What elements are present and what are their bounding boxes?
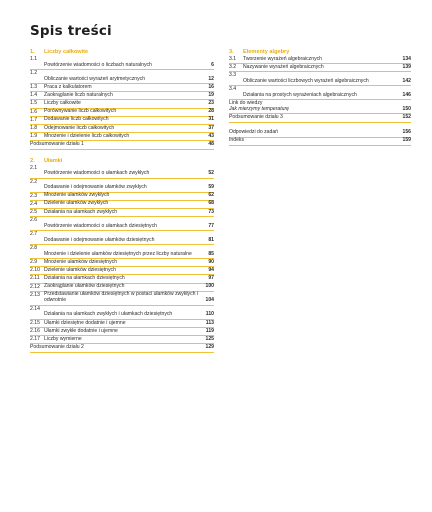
entry-title: Nazywanie wyrażeń algebraicznych <box>243 63 324 70</box>
entry-title: Powtórzenie wiadomości o ułamkach zwykłych <box>44 170 150 176</box>
toc-right-column <box>229 48 411 146</box>
entry-page: 68 <box>208 200 214 207</box>
toc-entry-3-3[interactable] <box>229 72 411 86</box>
entry-title: Odpowiedzi do zadań <box>229 129 278 136</box>
toc-entry-2-7[interactable] <box>30 231 214 245</box>
toc-entry-2-1[interactable] <box>30 165 214 179</box>
entry-title: Mnożenie i dzielenie ułamków dziesiętnych przez liczby naturalne <box>44 250 192 257</box>
entry-number: 1.2 <box>30 70 38 76</box>
entry-number: 2.13 <box>30 291 40 298</box>
entry-number: 2.16 <box>30 328 40 334</box>
toc-entry-2-15[interactable] <box>30 320 214 328</box>
section-title: Ułamki <box>44 157 63 164</box>
entry-title: Dzielenie ułamków dziesiętnych <box>44 266 116 273</box>
entry-number: 2.5 <box>30 208 38 215</box>
entry-page: 62 <box>208 192 214 199</box>
entry-page: 110 <box>205 311 214 318</box>
section-title: Liczby całkowite <box>44 49 89 55</box>
entry-page: 139 <box>402 63 411 70</box>
entry-page: 129 <box>205 344 214 351</box>
entry-page: 90 <box>208 258 214 265</box>
entry-number: 1.7 <box>30 116 38 123</box>
entry-page: 77 <box>208 222 214 229</box>
toc-entry-2-8[interactable] <box>30 245 214 259</box>
entry-page: 142 <box>402 77 411 84</box>
entry-number: 3.3 <box>229 72 237 79</box>
toc-entry-1-2[interactable] <box>30 70 214 84</box>
entry-title: Powtórzenie wiadomości o ułamkach dziesiętnych <box>44 222 157 229</box>
toc-answers[interactable] <box>229 130 411 138</box>
toc-entry-1-7[interactable] <box>30 117 214 125</box>
section-heading-1[interactable] <box>30 48 214 56</box>
entry-page: 73 <box>208 208 214 215</box>
toc-summary-3[interactable] <box>229 114 411 122</box>
entry-title: Zaokrąglanie ułamków dziesiętnych <box>44 283 125 290</box>
toc-link-do-wiedzy[interactable] <box>229 100 411 114</box>
entry-page: 28 <box>208 108 214 115</box>
entry-page: 81 <box>208 236 214 243</box>
entry-number: 2.12 <box>30 283 40 290</box>
entry-number: 2.3 <box>30 192 38 199</box>
entry-title: Mnożenie ułamków zwykłych <box>44 192 110 199</box>
entry-title: Działania na ułamkach dziesiętnych <box>44 275 125 282</box>
link-heading: Link do wiedzy <box>229 100 263 107</box>
entry-title: Praca z kalkulatorem <box>44 83 92 90</box>
entry-number: 2.8 <box>30 245 38 252</box>
toc-entry-3-1[interactable] <box>229 56 411 64</box>
entry-number: 1.9 <box>30 133 38 140</box>
entry-title: Jak mierzymy temperaturę <box>229 106 290 113</box>
toc-summary-2[interactable] <box>30 344 214 352</box>
entry-title: Ułamki dziesiętne dodatnie i ujemne <box>44 319 126 326</box>
entry-page: 150 <box>402 106 411 113</box>
entry-number: 2.14 <box>30 305 40 312</box>
entry-number: 3.2 <box>229 64 237 71</box>
entry-page: 152 <box>402 114 411 121</box>
entry-title: Dodawanie i odejmowanie ułamków zwykłych <box>44 184 147 190</box>
entry-number: 1.5 <box>30 100 38 107</box>
entry-number: 2.10 <box>30 267 40 274</box>
entry-page: 85 <box>208 250 214 257</box>
toc-entry-2-6[interactable] <box>30 217 214 231</box>
toc-entry-1-3[interactable] <box>30 84 214 92</box>
entry-title: Dzielenie ułamków zwykłych <box>44 200 109 207</box>
entry-page: 159 <box>402 137 411 144</box>
entry-page: 16 <box>208 83 214 90</box>
entry-title: Przedstawianie ułamków dziesiętnych w postaci ułamków zwykłych i odwrotnie <box>44 291 199 304</box>
entry-title: Podsumowanie działu 3 <box>229 114 283 121</box>
toc-entry-2-16[interactable] <box>30 328 214 336</box>
entry-title: Podsumowanie działu 2 <box>30 344 84 351</box>
entry-number: 2.2 <box>30 178 38 185</box>
page-title: Spis treści <box>30 23 112 39</box>
toc-entry-1-1[interactable] <box>30 56 214 70</box>
entry-number: 1.6 <box>30 108 38 115</box>
entry-title: Liczby wymierne <box>44 335 82 342</box>
toc-entry-2-2[interactable] <box>30 179 214 193</box>
entry-number: 3.1 <box>229 56 237 62</box>
toc-entry-2-5[interactable] <box>30 209 214 217</box>
entry-number: 2.11 <box>30 275 40 282</box>
entry-number: 1.8 <box>30 124 38 131</box>
entry-number: 2.17 <box>30 336 40 343</box>
toc-entry-2-13[interactable] <box>30 292 214 306</box>
entry-number: 2.4 <box>30 200 38 207</box>
entry-page: 97 <box>208 275 214 282</box>
entry-title: Dodawanie i odejmowanie ułamków dziesiętnych <box>44 236 155 243</box>
entry-title: Indeks <box>229 137 245 144</box>
toc-entry-2-4[interactable] <box>30 201 214 209</box>
entry-number: 1.3 <box>30 84 38 90</box>
entry-page: 125 <box>205 335 214 342</box>
entry-page: 6 <box>211 61 214 68</box>
section-heading-3[interactable] <box>229 48 411 56</box>
entry-title: Powtórzenie wiadomości o liczbach naturalnych <box>44 61 152 68</box>
entry-page: 52 <box>208 170 214 176</box>
entry-number: 2.9 <box>30 259 38 266</box>
section-title: Elementy algebry <box>243 49 290 55</box>
entry-title: Odejmowanie liczb całkowitych <box>44 124 115 131</box>
entry-number: 2.7 <box>30 231 38 238</box>
entry-title: Liczby całkowite <box>44 100 81 107</box>
entry-title: Ułamki zwykłe dodatnie i ujemne <box>44 327 118 334</box>
entry-title: Działania na ułamkach zwykłych <box>44 208 118 215</box>
entry-title: Działania na ułamkach zwykłych i ułamkach dziesiętnych <box>44 311 173 318</box>
entry-number: 2.15 <box>30 319 40 326</box>
entry-number: 1.4 <box>30 92 38 99</box>
entry-title: Mnożenie ułamków dziesiętnych <box>44 258 118 265</box>
section-number: 1. <box>30 49 35 55</box>
entry-page: 23 <box>208 100 214 107</box>
entry-title: Podsumowanie działu 1 <box>30 141 84 147</box>
entry-title: Tworzenie wyrażeń algebraicznych <box>243 55 322 62</box>
toc-entry-3-4[interactable] <box>229 86 411 100</box>
entry-number: 1.1 <box>30 56 38 62</box>
entry-page: 48 <box>208 141 214 147</box>
entry-title: Obliczanie wartości liczbowych wyrażeń algebraicznych <box>243 77 369 84</box>
toc-index[interactable] <box>229 138 411 146</box>
entry-page: 19 <box>208 91 214 98</box>
entry-title: Obliczanie wartości wyrażeń arytmetycznych <box>44 75 146 82</box>
entry-page: 59 <box>208 184 214 190</box>
entry-number: 2.1 <box>30 164 38 171</box>
entry-number: 2.6 <box>30 217 38 224</box>
entry-page: 134 <box>402 55 411 62</box>
link-entry-text <box>229 101 397 113</box>
entry-title: Porównywanie liczb całkowitych <box>44 108 117 115</box>
section-number: 2. <box>30 157 35 164</box>
toc-entry-2-14[interactable] <box>30 306 214 320</box>
section-number: 3. <box>229 49 234 55</box>
section-heading-2[interactable] <box>30 157 214 165</box>
entry-title: Zaokrąglanie liczb naturalnych <box>44 91 113 98</box>
entry-page: 119 <box>205 327 214 334</box>
entry-page: 113 <box>205 319 214 326</box>
entry-page: 43 <box>208 132 214 139</box>
entry-page: 94 <box>208 266 214 273</box>
entry-page: 146 <box>402 91 411 98</box>
entry-page: 156 <box>402 129 411 136</box>
entry-page: 104 <box>205 297 214 304</box>
toc-entry-1-8[interactable] <box>30 125 214 133</box>
entry-title: Mnożenie i dzielenie liczb całkowitych <box>44 132 130 139</box>
toc-left-column <box>30 48 214 353</box>
toc-summary-1[interactable] <box>30 141 214 149</box>
entry-page: 100 <box>205 283 214 290</box>
toc-entry-3-2[interactable] <box>229 64 411 72</box>
entry-title: Dodawanie liczb całkowitych <box>44 116 109 123</box>
entry-page: 31 <box>208 116 214 123</box>
entry-title: Działania na prostych wyrażeniach algebraicznych <box>243 91 357 98</box>
entry-page: 37 <box>208 124 214 131</box>
entry-number: 3.4 <box>229 86 237 93</box>
entry-page: 12 <box>208 75 214 82</box>
